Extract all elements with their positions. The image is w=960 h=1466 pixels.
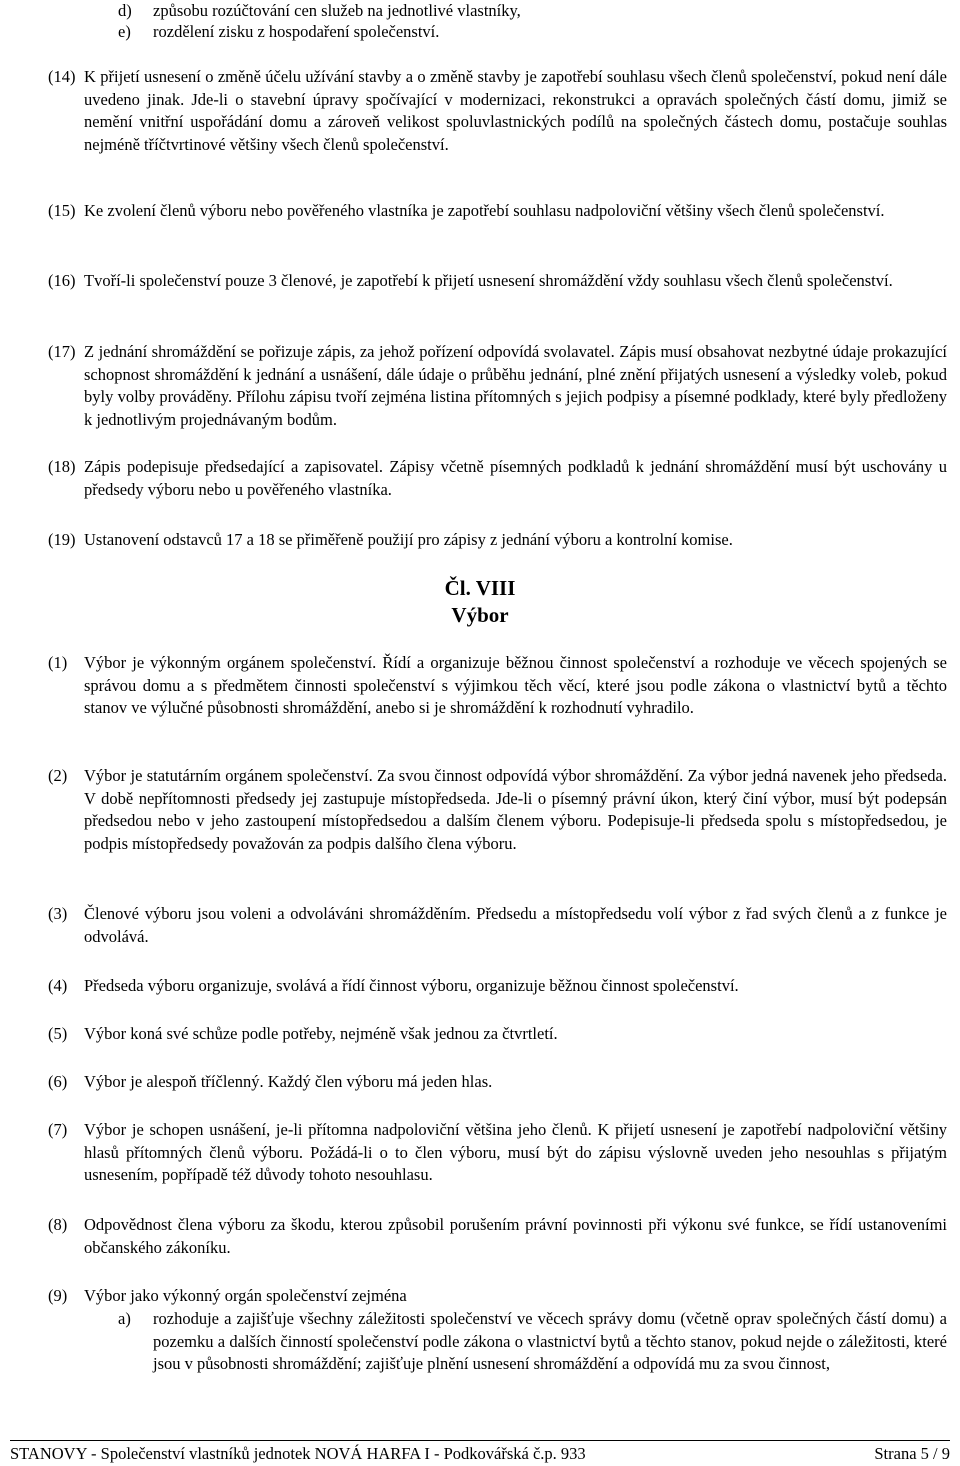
paragraph-text: Ke zvolení členů výboru nebo pověřeného vlastníka je zapotřebí souhlasu nadpoloviční většiny všech členů společenství. (84, 201, 885, 220)
paragraph-text: K přijetí usnesení o změně účelu užívání stavby a o změně stavby je zapotřebí souhlasu všech členů společenství, pokud není dále uvedeno jinak. Jde-li o stavební úpravy spočívající v modernizaci, rekonstrukci a opravách společných částí domu, jimiž se nemění vnitřní uspořádání domu a zároveň velikost spoluvlastnických podílů na společných částech domu, postačuje souhlas nejméně tříčtvrtinové většiny všech členů společenství. (84, 67, 947, 154)
paragraph-number: (1) (48, 653, 68, 672)
list-item-letter: d) (118, 1, 132, 20)
paragraph-text: Členové výboru jsou voleni a odvoláváni shromážděním. Předsedu a místopředsedu volí výbor z řad svých členů a z funkce je odvolává. (84, 904, 947, 946)
paragraph-text: Výbor koná své schůze podle potřeby, nejméně však jednou za čtvrtletí. (84, 1024, 558, 1043)
paragraph-number: (4) (48, 976, 68, 995)
paragraph-number: (9) (48, 1286, 68, 1305)
paragraph-text: Výbor je schopen usnášení, je-li přítomna nadpoloviční většina jeho členů. K přijetí usnesení je zapotřebí nadpoloviční většiny hlasů přítomných členů výboru. Požádá-li o to člen výboru, musí být do zápisu výslovně uveden jeho nesouhlas s přijatým usnesením, popřípadě též důvody tohoto nesouhlasu. (84, 1120, 947, 1184)
footer-document-title: STANOVY - Společenství vlastníků jednotek NOVÁ HARFA I - Podkovářská č.p. 933 (10, 1444, 586, 1463)
paragraph-number: (3) (48, 904, 68, 923)
paragraph-text: Odpovědnost člena výboru za škodu, kterou způsobil porušením právní povinnosti při výkonu své funkce, se řídí ustanoveními občanského zákoníku. (84, 1215, 947, 1257)
paragraph-number: (5) (48, 1024, 68, 1043)
paragraph-text: Předseda výboru organizuje, svolává a řídí činnost výboru, organizuje běžnou činnost společenství. (84, 976, 739, 995)
paragraph-number: (2) (48, 766, 68, 785)
section-heading-title: Výbor (451, 603, 509, 627)
paragraph-text: Výbor jako výkonný orgán společenství zejména (84, 1286, 407, 1305)
paragraph-number: (19) (48, 530, 76, 549)
list-item-text: způsobu rozúčtování cen služeb na jednotlivé vlastníky, (153, 1, 521, 20)
paragraph-number: (15) (48, 201, 76, 220)
footer-page-number: Strana 5 / 9 (874, 1444, 950, 1463)
paragraph-number: (16) (48, 271, 76, 290)
paragraph-text: Ustanovení odstavců 17 a 18 se přiměřeně použijí pro zápisy z jednání výboru a kontrolní komise. (84, 530, 733, 549)
section-heading-number: Čl. VIII (444, 576, 516, 600)
paragraph-number: (18) (48, 457, 76, 476)
paragraph-number: (17) (48, 342, 76, 361)
paragraph-text: Výbor je statutárním orgánem společenství. Za svou činnost odpovídá výbor shromáždění. Za výbor jedná navenek jeho předseda. V době nepřítomnosti předsedy jej zastupuje místopředseda. Jde-li o písemný právní úkon, který činí výbor, musí být podepsán předsedou nebo v jeho zastoupení místopředsedou a dalším členem výboru. Podepisuje-li předseda spolu s místopředsedou, je podpis místopředsedy považován za podpis dalšího člena výboru. (84, 766, 947, 853)
page-footer (10, 1440, 950, 1463)
paragraph-text: Výbor je alespoň tříčlenný. Každý člen výboru má jeden hlas. (84, 1072, 493, 1091)
sub-item-letter: a) (118, 1309, 131, 1328)
paragraph-number: (6) (48, 1072, 68, 1091)
list-item-letter: e) (118, 22, 131, 41)
paragraph-text: Výbor je výkonným orgánem společenství. Řídí a organizuje běžnou činnost společenství a rozhoduje ve věcech spojených se správou domu a s předmětem činnosti společenství s výjimkou těch věcí, které jsou podle zákona o vlastnictví bytů a těchto stanov ve výlučné působnosti shromáždění, anebo si je shromáždění k rozhodnutí vyhradilo. (84, 653, 947, 717)
list-item-text: rozdělení zisku z hospodaření společenství. (153, 22, 440, 41)
paragraph-number: (7) (48, 1120, 68, 1139)
paragraph-text: Zápis podepisuje předsedající a zapisovatel. Zápisy včetně písemných podkladů k jednání shromáždění musí být uschovány u předsedy výboru nebo u pověřeného vlastníka. (84, 457, 947, 499)
paragraph-text: Z jednání shromáždění se pořizuje zápis, za jehož pořízení odpovídá svolavatel. Zápis musí obsahovat nezbytné údaje prokazující schopnost shromáždění k jednání a usnášení, dále údaje o průběhu jednání, plné znění přijatých usnesení a výsledky voleb, pokud byly volby prováděny. Přílohu zápisu tvoří zejména listina přítomných s jejich podpisy a písemné podklady, které byly předloženy k jednotlivým projednávaným bodům. (84, 342, 947, 429)
paragraph-number: (14) (48, 67, 76, 86)
paragraph-number: (8) (48, 1215, 68, 1234)
paragraph-text: Tvoří-li společenství pouze 3 členové, je zapotřebí k přijetí usnesení shromáždění vždy souhlasu všech členů společenství. (84, 271, 893, 290)
sub-item-text: rozhoduje a zajišťuje všechny záležitosti společenství ve věcech správy domu (včetně oprav společných částí domu) a pozemku a dalších činností společenství podle zákona o vlastnictví bytů a těchto stanov, pokud nejde o záležitosti, které jsou v působnosti shromáždění; zajišťuje plnění usnesení shromáždění a odpovídá mu za svou činnost, (153, 1309, 947, 1373)
